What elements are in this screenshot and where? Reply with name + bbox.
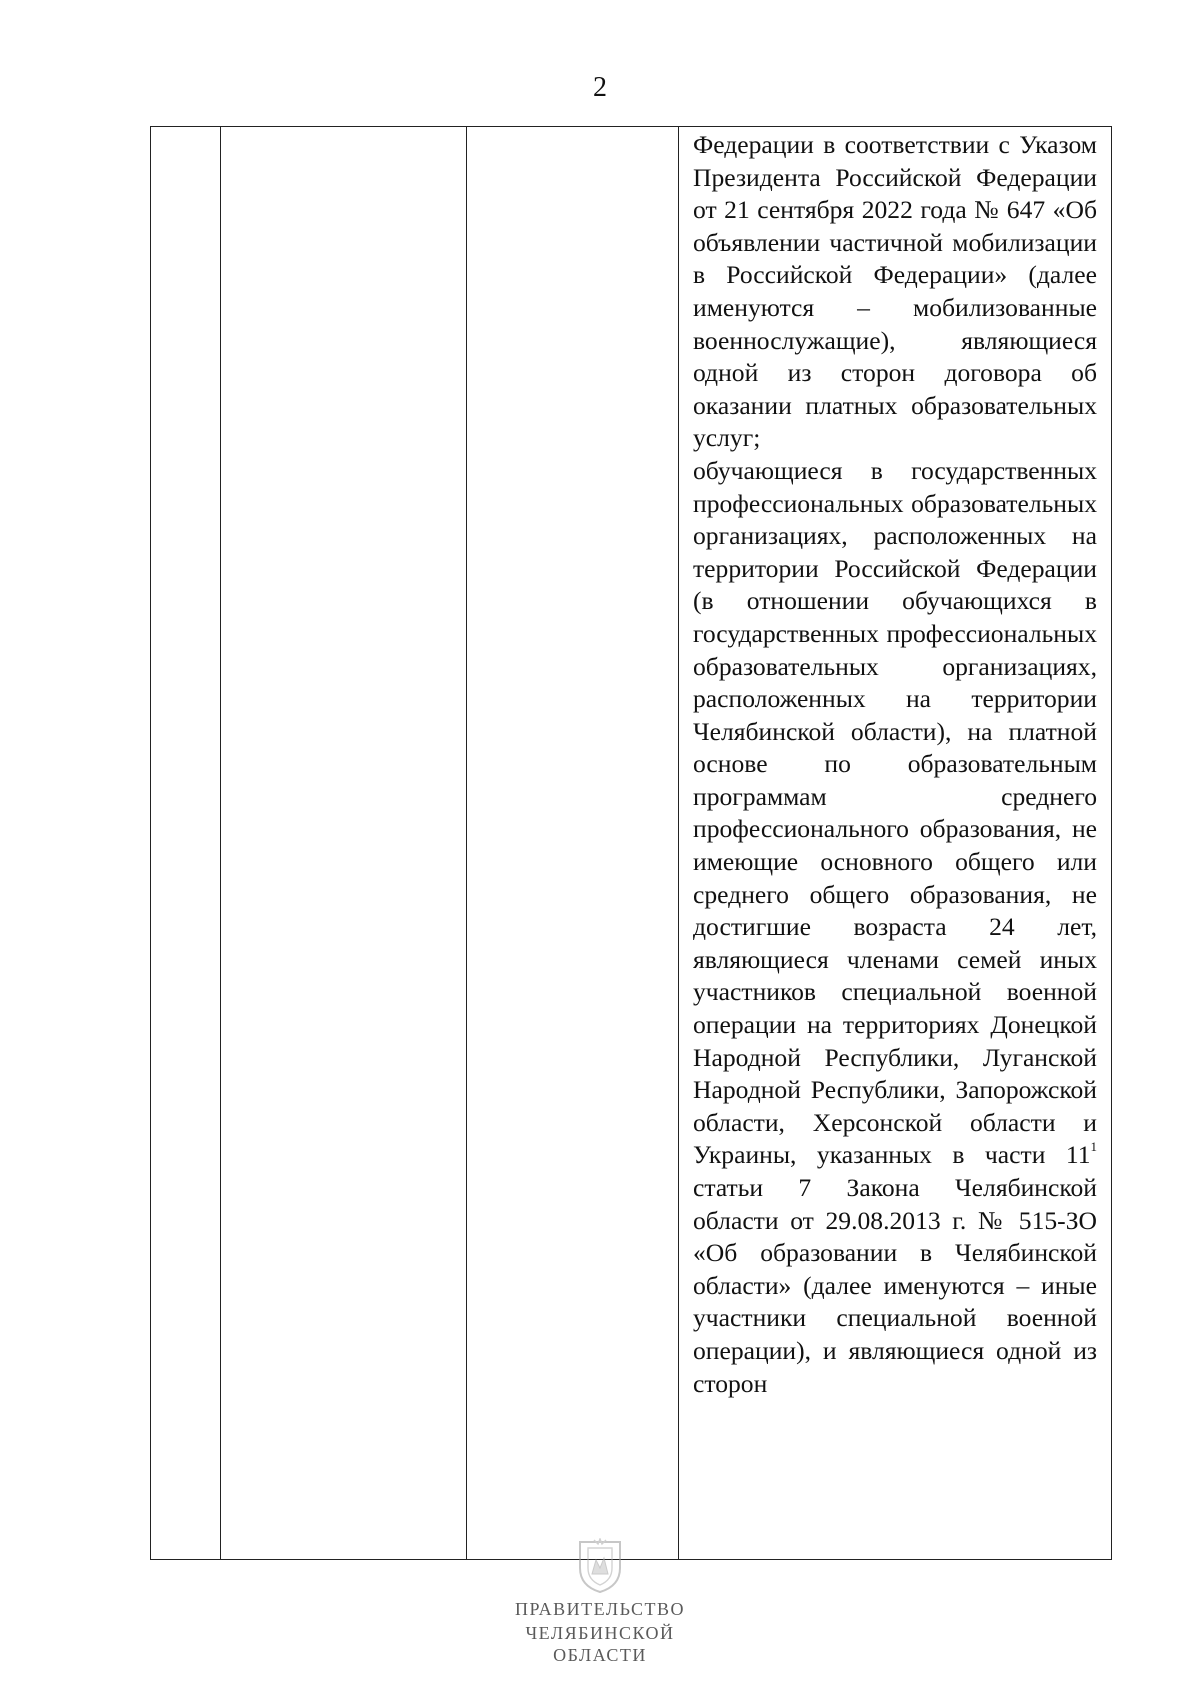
table-column-4 <box>679 127 1111 1559</box>
stamp-line-region: ЧЕЛЯБИНСКОЙ ОБЛАСТИ <box>525 1623 675 1665</box>
cell-paragraph-2-main: обучающиеся в государственных профессиональных образовательных организациях, расположенных на территории Российской Федерации (в отношении обучающихся в государственных профессиональных образовательных организациях, расположенных на территории Челябинской области), на платной основе по образовательным программам среднего профессионального образования, не имеющие основного общего или среднего общего образования, не достигшие возраста 24 лет, являющиеся членами семей иных участников специальной военной операции на территориях Донецкой Народной Республики, Луганской Народной Республики, Запорожской области, Херсонской области и Украины, указанных в части 11 <box>693 455 1097 1170</box>
page-number: 2 <box>593 72 607 103</box>
stamp-line-government: ПРАВИТЕЛЬСТВО <box>514 1599 686 1619</box>
footer-stamp <box>476 1538 724 1665</box>
cell-paragraph-2-tail: статьи 7 Закона Челябинской области от 29.08.2013 г. № 515-ЗО «Об образовании в Челябинской области» (далее именуются – иные участники специальной военной операции), и являющиеся одной из сторон <box>693 1173 1097 1398</box>
table-cell-text <box>693 129 1097 1400</box>
table-column-2 <box>221 127 467 1559</box>
superscript-index: 1 <box>1090 1139 1097 1155</box>
cell-paragraph-1: Федерации в соответствии с Указом Президента Российской Федерации от 21 сентября 2022 года № 647 «Об объявлении частичной мобилизации в Российской Федерации» (далее именуются – мобилизованные военнослужащие), являющиеся одной из сторон договора об оказании платных образовательных услуг; <box>693 130 1097 453</box>
table-column-1 <box>151 127 221 1559</box>
cell-paragraph-2 <box>693 455 1097 1400</box>
table-column-3 <box>467 127 679 1559</box>
coat-of-arms-icon <box>574 1538 626 1594</box>
document-table <box>150 126 1112 1560</box>
